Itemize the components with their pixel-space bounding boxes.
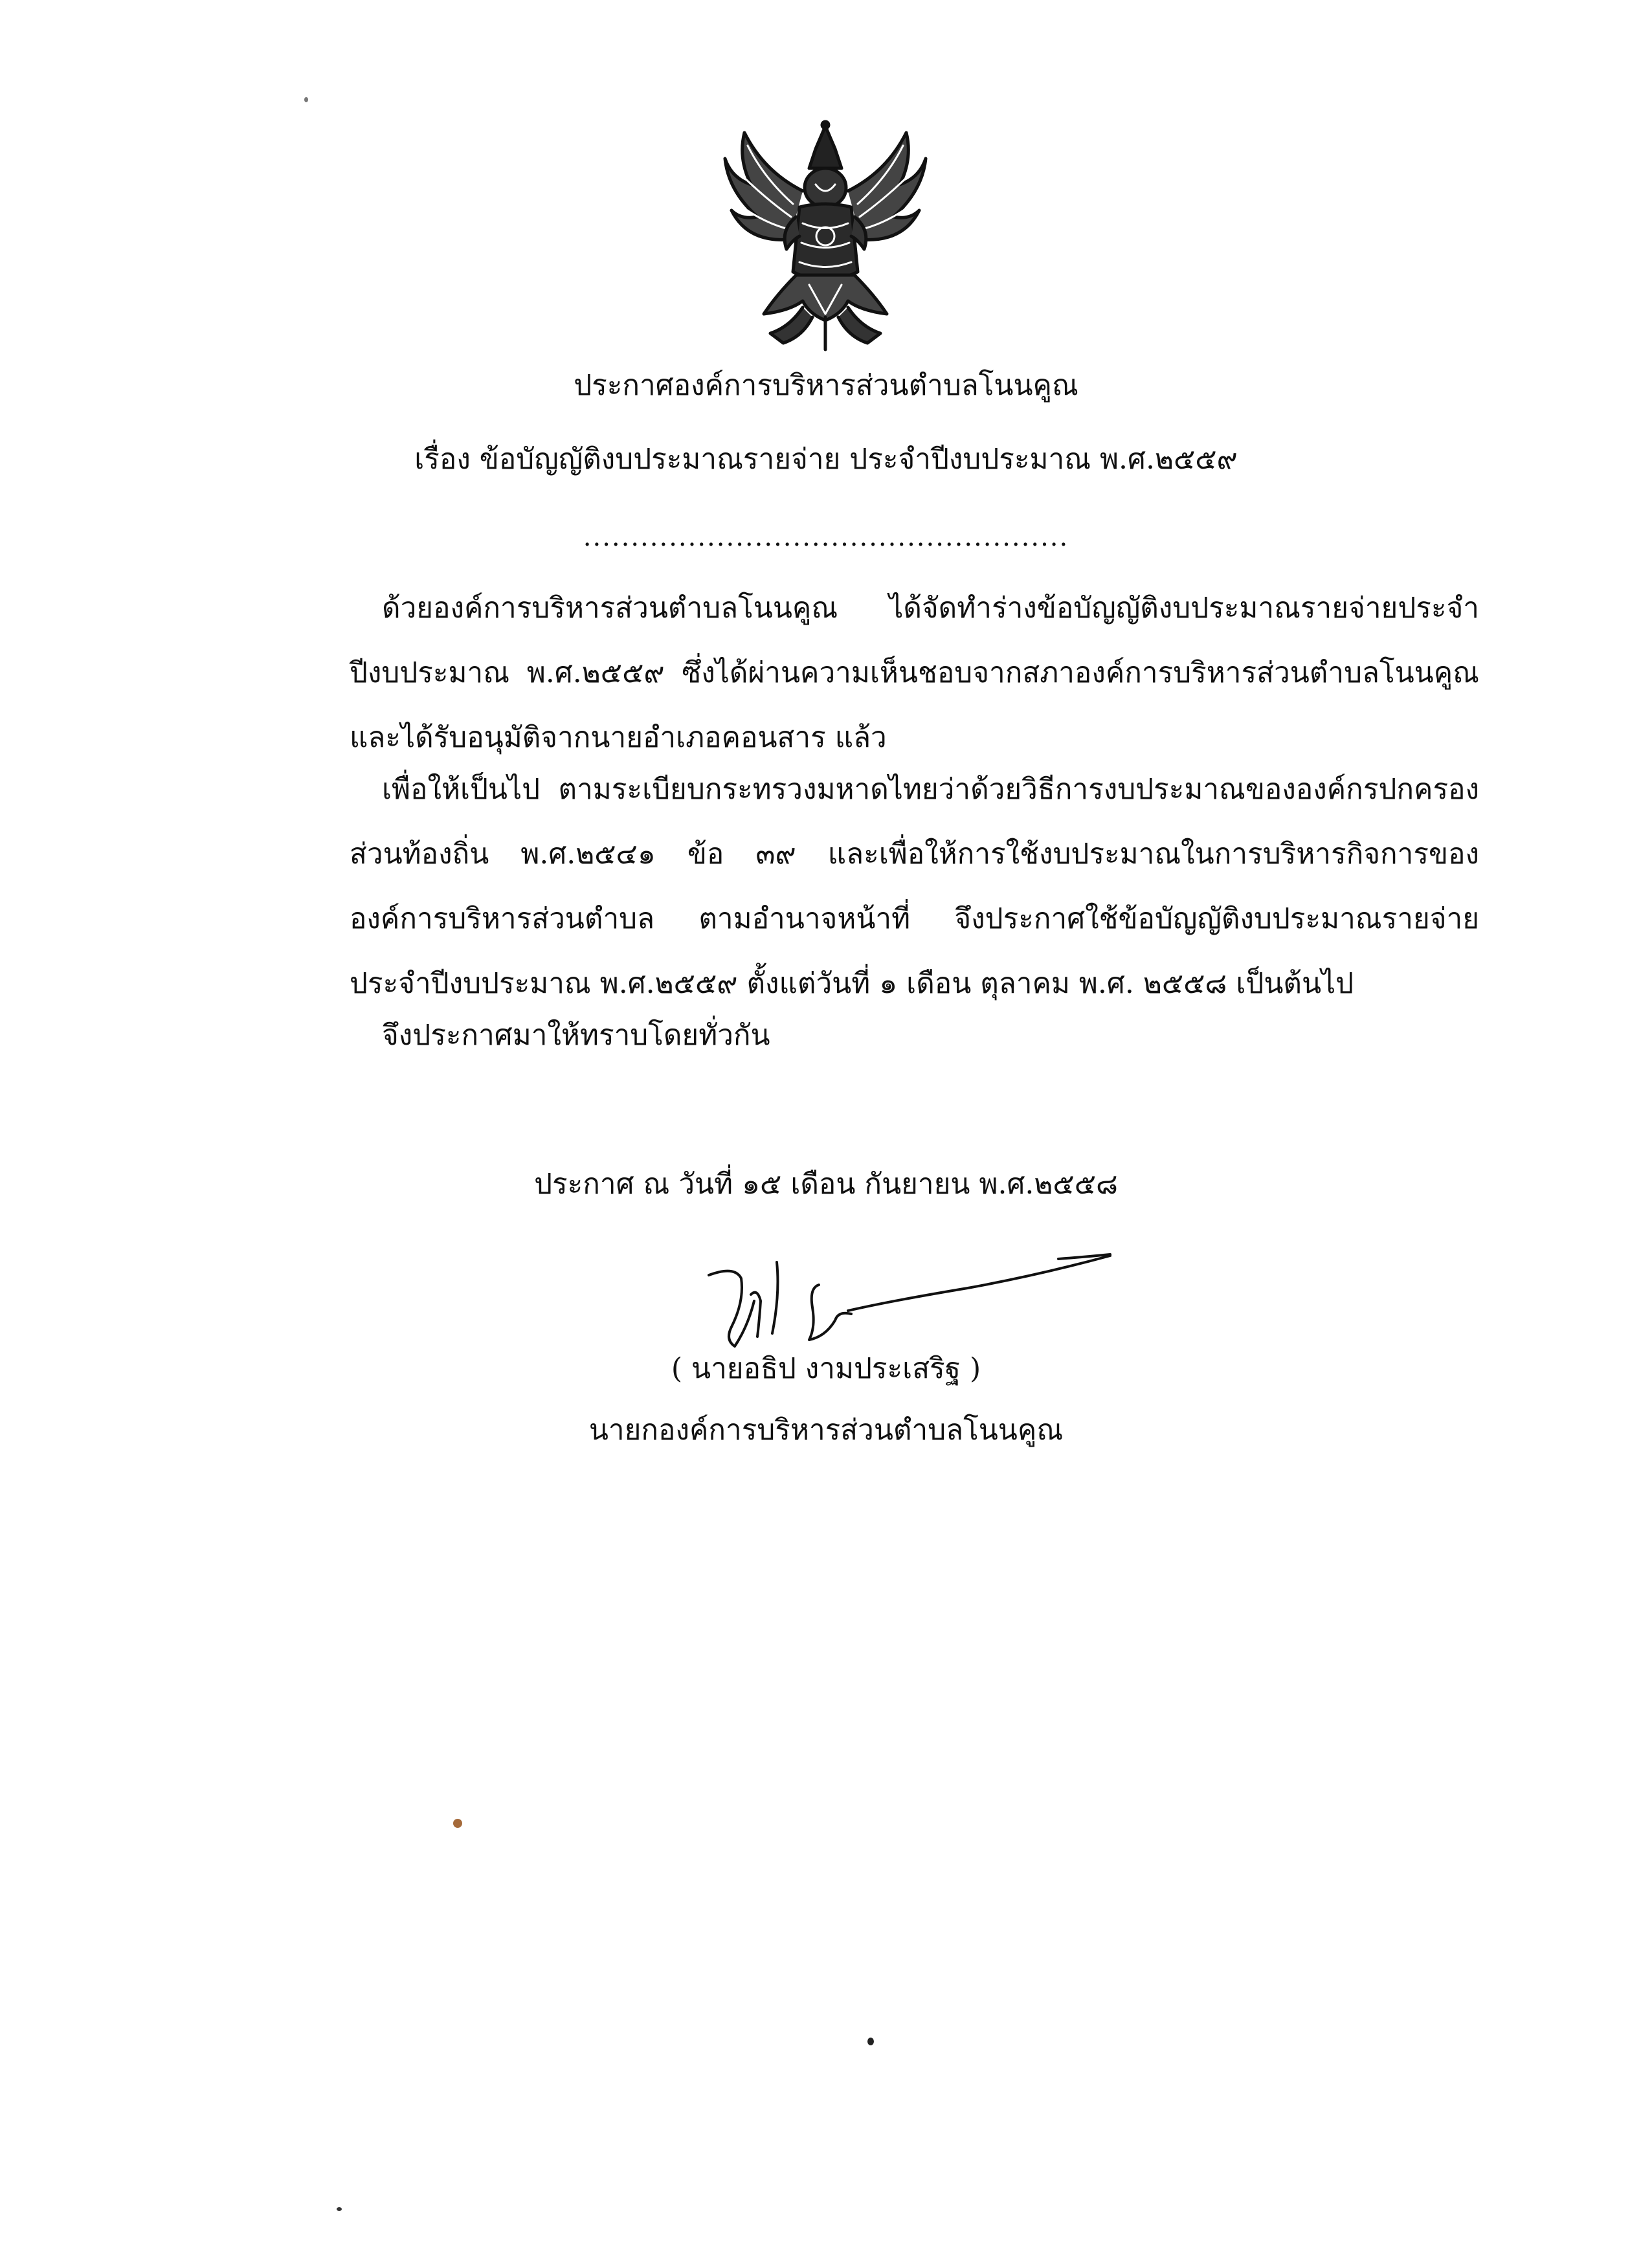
dotted-separator: ................................................... (583, 522, 1069, 552)
garuda-emblem-icon (719, 120, 932, 353)
announcement-dateline: ประกาศ ณ วันที่ ๑๕ เดือน กันยายน พ.ศ.๒๕๕๘ (534, 1168, 1118, 1201)
announcement-subject: เรื่อง ข้อบัญญัติงบประมาณรายจ่าย ประจำปีงบประมาณ พ.ศ.๒๕๕๙ (414, 443, 1238, 476)
handwritten-signature (696, 1249, 1117, 1366)
scan-speck (304, 97, 308, 102)
scan-speck (337, 2207, 342, 2211)
body-paragraph-2 (350, 757, 1479, 1016)
body-paragraph-2-text: เพื่อให้เป็นไป ตามระเบียบกระทรวงมหาดไทยว่าด้วยวิธีการงบประมาณขององค์กรปกครองส่วนท้องถิ่น พ.ศ.๒๕๔๑ ข้อ ๓๙ และเพื่อให้การใช้งบประมาณในการบริหารกิจการขององค์การบริหารส่วนตำบล ตามอำนาจหน้าที่ จึงประกาศใช้ข้อบัญญัติงบประมาณรายจ่ายประจำปีงบประมาณ พ.ศ.๒๕๕๙ ตั้งแต่วันที่ ๑ เดือน ตุลาคม พ.ศ. ๒๕๕๘ เป็นต้นไป (350, 773, 1479, 1000)
body-paragraph-1-text: ด้วยองค์การบริหารส่วนตำบลโนนคูณ ได้จัดทำร่างข้อบัญญัติงบประมาณรายจ่ายประจำปีงบประมาณ พ.ศ.๒๕๕๙ ซึ่งได้ผ่านความเห็นชอบจากสภาองค์การบริหารส่วนตำบลโนนคูณ และได้รับอนุมัติจากนายอำเภอคอนสาร แล้ว (350, 592, 1479, 754)
signer-name: ( นายอธิป งามประเสริฐ ) (671, 1352, 981, 1385)
scan-speck (867, 2038, 874, 2045)
signer-title: นายกองค์การบริหารส่วนตำบลโนนคูณ (588, 1414, 1064, 1447)
scan-speck (453, 1819, 462, 1828)
announcement-title: ประกาศองค์การบริหารส่วนตำบลโนนคูณ (574, 369, 1078, 402)
body-paragraph-1 (350, 576, 1479, 770)
body-paragraph-3: จึงประกาศมาให้ทราบโดยทั่วกัน (382, 1019, 770, 1052)
